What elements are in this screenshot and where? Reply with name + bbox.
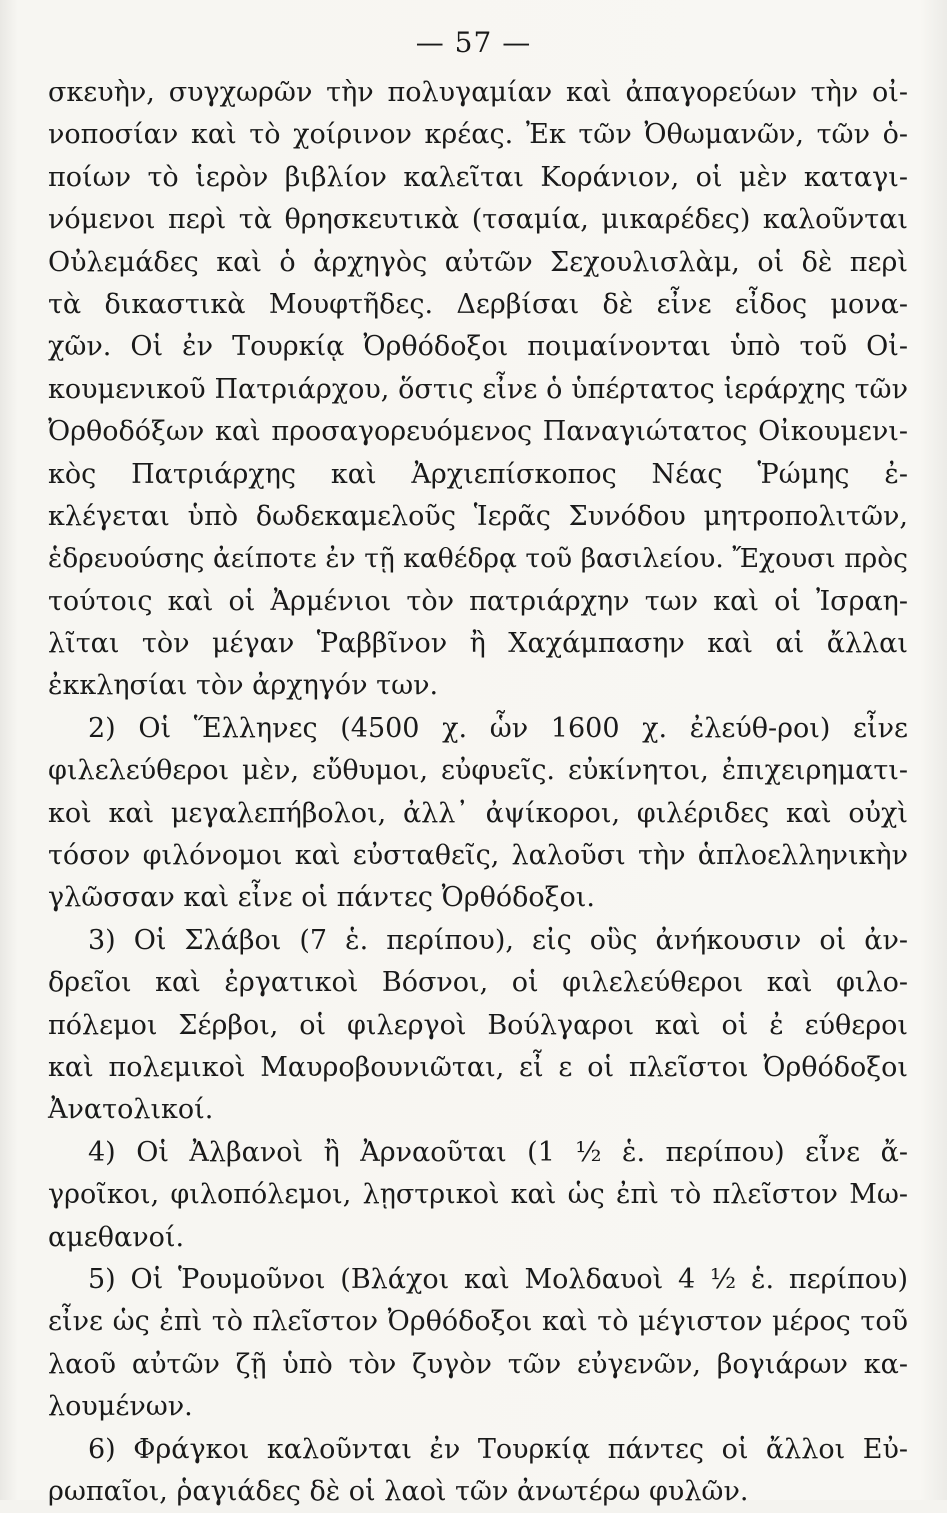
text-line: τόσον φιλόνομοι καὶ εὐσταθεῖς, λαλοῦσι τὴν ἁπλοελληνικὴν [48, 840, 908, 872]
text-line: λουμένων. [48, 1391, 193, 1423]
text-line: πόλεμοι Σέρβοι, οἱ φιλεργοὶ Βούλγαροι καὶ οἱ ἐ εύθεροι [48, 1009, 908, 1041]
text-line: κοὶ καὶ μεγαλεπήβολοι, ἀλλ᾽ ἀψίκοροι, φιλέριδες καὶ οὐχὶ [48, 797, 908, 829]
text-line: Ὀρθοδόξων καὶ προσαγορευόμενος Παναγιώτατος Οἰκουμενι- [48, 416, 908, 448]
text-line: ποίων τὸ ἱερὸν βιβλίον καλεῖται Κοράνιον, οἱ μὲν καταγι- [48, 161, 908, 193]
text-line: αμεθανοί. [48, 1221, 185, 1253]
text-line: γλῶσσαν καὶ εἶνε οἱ πάντες Ὀρθόδοξοι. [48, 882, 595, 914]
text-line: κὸς Πατριάρχης καὶ Ἀρχιεπίσκοπος Νέας Ῥώμης ἐ- [48, 458, 908, 490]
text-line: ρωπαῖοι, ῥαγιάδες δὲ οἱ λαοὶ τῶν ἀνωτέρω φυλῶν. [48, 1475, 749, 1507]
text-line: εἶνε ὡς ἐπὶ τὸ πλεῖστον Ὀρθόδοξοι καὶ τὸ μέγιστον μέρος τοῦ [48, 1306, 908, 1338]
text-line: χῶν. Οἱ ἐν Τουρκίᾳ Ὀρθόδοξοι ποιμαίνονται ὑπὸ τοῦ Οἰ- [48, 331, 908, 363]
text-line: Ἀνατολικοί. [48, 1094, 214, 1126]
text-line: φιλελεύθεροι μὲν, εὔθυμοι, εὐφυεῖς. εὐκίνητοι, ἐπιχειρηματι- [48, 755, 908, 787]
text-line: 5) Οἱ Ῥουμοῦνοι (Βλάχοι καὶ Μολδαυοὶ 4 ½ ἑ. περίπου) [88, 1263, 908, 1295]
text-line: λῖται τὸν μέγαν Ῥαββῖνον ἢ Χαχάμπασην καὶ αἱ ἄλλαι [48, 628, 908, 660]
text-line: νοποσίαν καὶ τὸ χοίρινον κρέας. Ἐκ τῶν Ὀθωμανῶν, τῶν ὁ- [48, 119, 908, 151]
text-line: σκευὴν, συγχωρῶν τὴν πολυγαμίαν καὶ ἀπαγορεύων τὴν οἰ- [48, 77, 908, 108]
text-line: κουμενικοῦ Πατριάρχου, ὅστις εἶνε ὁ ὑπέρτατος ἱεράρχης τῶν [48, 373, 908, 405]
text-line: ἑδρευούσης ἀείποτε ἐν τῇ καθέδρᾳ τοῦ βασιλείου. Ἔχουσι πρὸς [48, 543, 908, 575]
text-line: νόμενοι περὶ τὰ θρησκευτικὰ (τσαμία, μικαρέδες) καλοῦνται [48, 204, 908, 236]
text-line: κλέγεται ὑπὸ δωδεκαμελοῦς Ἱερᾶς Συνόδου μητροπολιτῶν, [48, 500, 908, 532]
text-line: τὰ δικαστικὰ Μουφτῆδες. Δερβίσαι δὲ εἶνε εἶδος μονα- [48, 288, 908, 320]
text-line: καὶ πολεμικοὶ Μαυροβουνιῶται, εἶ ε οἱ πλεῖστοι Ὀρθόδοξοι [48, 1051, 908, 1083]
page-number: — 57 — [415, 26, 532, 59]
text-line: τούτοις καὶ οἱ Ἀρμένιοι τὸν πατριάρχην των καὶ οἱ Ἰσραη- [48, 585, 908, 617]
text-line: 6) Φράγκοι καλοῦνται ἐν Τουρκίᾳ πάντες οἱ ἄλλοι Εὐ- [88, 1433, 908, 1465]
text-line: Οὐλεμάδες καὶ ὁ ἀρχηγὸς αὐτῶν Σεχουλισλὰμ, οἱ δὲ περὶ [48, 246, 908, 278]
text-line: 3) Οἱ Σλάβοι (7 ἑ. περίπου), εἰς οὓς ἀνήκουσιν οἱ ἀν- [88, 924, 908, 956]
text-line: ἐκκλησίαι τὸν ἀρχηγόν των. [48, 670, 439, 702]
text-line: 2) Οἱ Ἕλληνες (4500 χ. ὧν 1600 χ. ἐλεύθ-ροι) εἶνε [88, 712, 908, 744]
text-line: γροῖκοι, φιλοπόλεμοι, λῃστρικοὶ καὶ ὡς ἐπὶ τὸ πλεῖστον Μω- [48, 1179, 908, 1211]
text-line: λαοῦ αὐτῶν ζῇ ὑπὸ τὸν ζυγὸν τῶν εὐγενῶν, βογιάρων κα- [48, 1348, 908, 1380]
text-line: 4) Οἱ Ἀλβανοὶ ἢ Ἀρναοῦται (1 ½ ἑ. περίπου) εἶνε ἄ- [88, 1136, 908, 1168]
text-line: δρεῖοι καὶ ἐργατικοὶ Βόσνοι, οἱ φιλελεύθεροι καὶ φιλο- [48, 967, 908, 999]
body-text [48, 72, 908, 1513]
